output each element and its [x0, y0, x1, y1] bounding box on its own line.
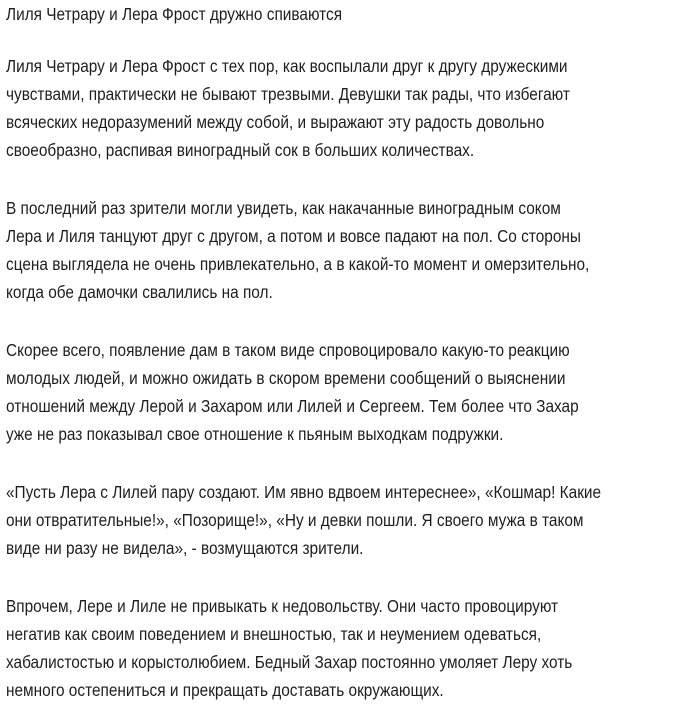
- text-line: чувствами, практически не бывают трезвыми. Девушки так рады, что избегают: [6, 84, 570, 104]
- text-line: своеобразно, распивая виноградный сок в больших количествах.: [6, 140, 475, 160]
- text-line: Впрочем, Лере и Лиле не привыкать к недовольству. Они часто провоцируют: [6, 596, 559, 616]
- text-line: немного остепениться и прекращать доставать окружающих.: [6, 680, 444, 700]
- text-line: уже не раз показывал свое отношение к пьяным выходкам подружки.: [6, 424, 504, 444]
- paragraph-4: [6, 478, 679, 562]
- text-line: Лера и Лиля танцуют друг с другом, а потом и вовсе падают на пол. Со стороны: [6, 226, 581, 246]
- text-line: виде ни разу не видела», - возмущаются зрители.: [6, 538, 364, 558]
- spacer: [6, 448, 679, 478]
- paragraph-2: [6, 194, 679, 306]
- text-line: хабалистостью и корыстолюбием. Бедный Захар постоянно умоляет Леру хоть: [6, 652, 573, 672]
- text-line: Лиля Четрару и Лера Фрост с тех пор, как воспылали друг к другу дружескими: [6, 56, 568, 76]
- text-line: Скорее всего, появление дам в таком виде спровоцировало какую-то реакцию: [6, 340, 570, 360]
- text-line: когда обе дамочки свалились на пол.: [6, 282, 273, 302]
- text-line: В последний раз зрители могли увидеть, как накачанные виноградным соком: [6, 198, 561, 218]
- text-line: «Пусть Лера с Лилей пару создают. Им явно вдвоем интереснее», «Кошмар! Какие: [6, 482, 602, 502]
- spacer: [6, 562, 679, 592]
- article-title: Лиля Четрару и Лера Фрост дружно спиваются: [6, 4, 343, 24]
- text-line: негатив как своим поведением и внешностью, так и неумением одеваться,: [6, 624, 542, 644]
- text-line: отношений между Лерой и Захаром или Лилей и Сергеем. Тем более что Захар: [6, 396, 579, 416]
- paragraph-5: [6, 592, 679, 704]
- text-line: сцена выглядела не очень привлекательно, а в какой-то момент и омерзительно,: [6, 254, 590, 274]
- text-line: всяческих недоразумений между собой, и выражают эту радость довольно: [6, 112, 545, 132]
- text-line: они отвратительные!», «Позорище!», «Ну и девки пошли. Я своего мужа в таком: [6, 510, 584, 530]
- spacer: [6, 28, 679, 52]
- paragraph-3: [6, 336, 679, 448]
- article: [6, 0, 679, 704]
- text-line: молодых людей, и можно ожидать в скором времени сообщений о выяснении: [6, 368, 566, 388]
- spacer: [6, 306, 679, 336]
- paragraph-1: [6, 52, 679, 164]
- spacer: [6, 164, 679, 194]
